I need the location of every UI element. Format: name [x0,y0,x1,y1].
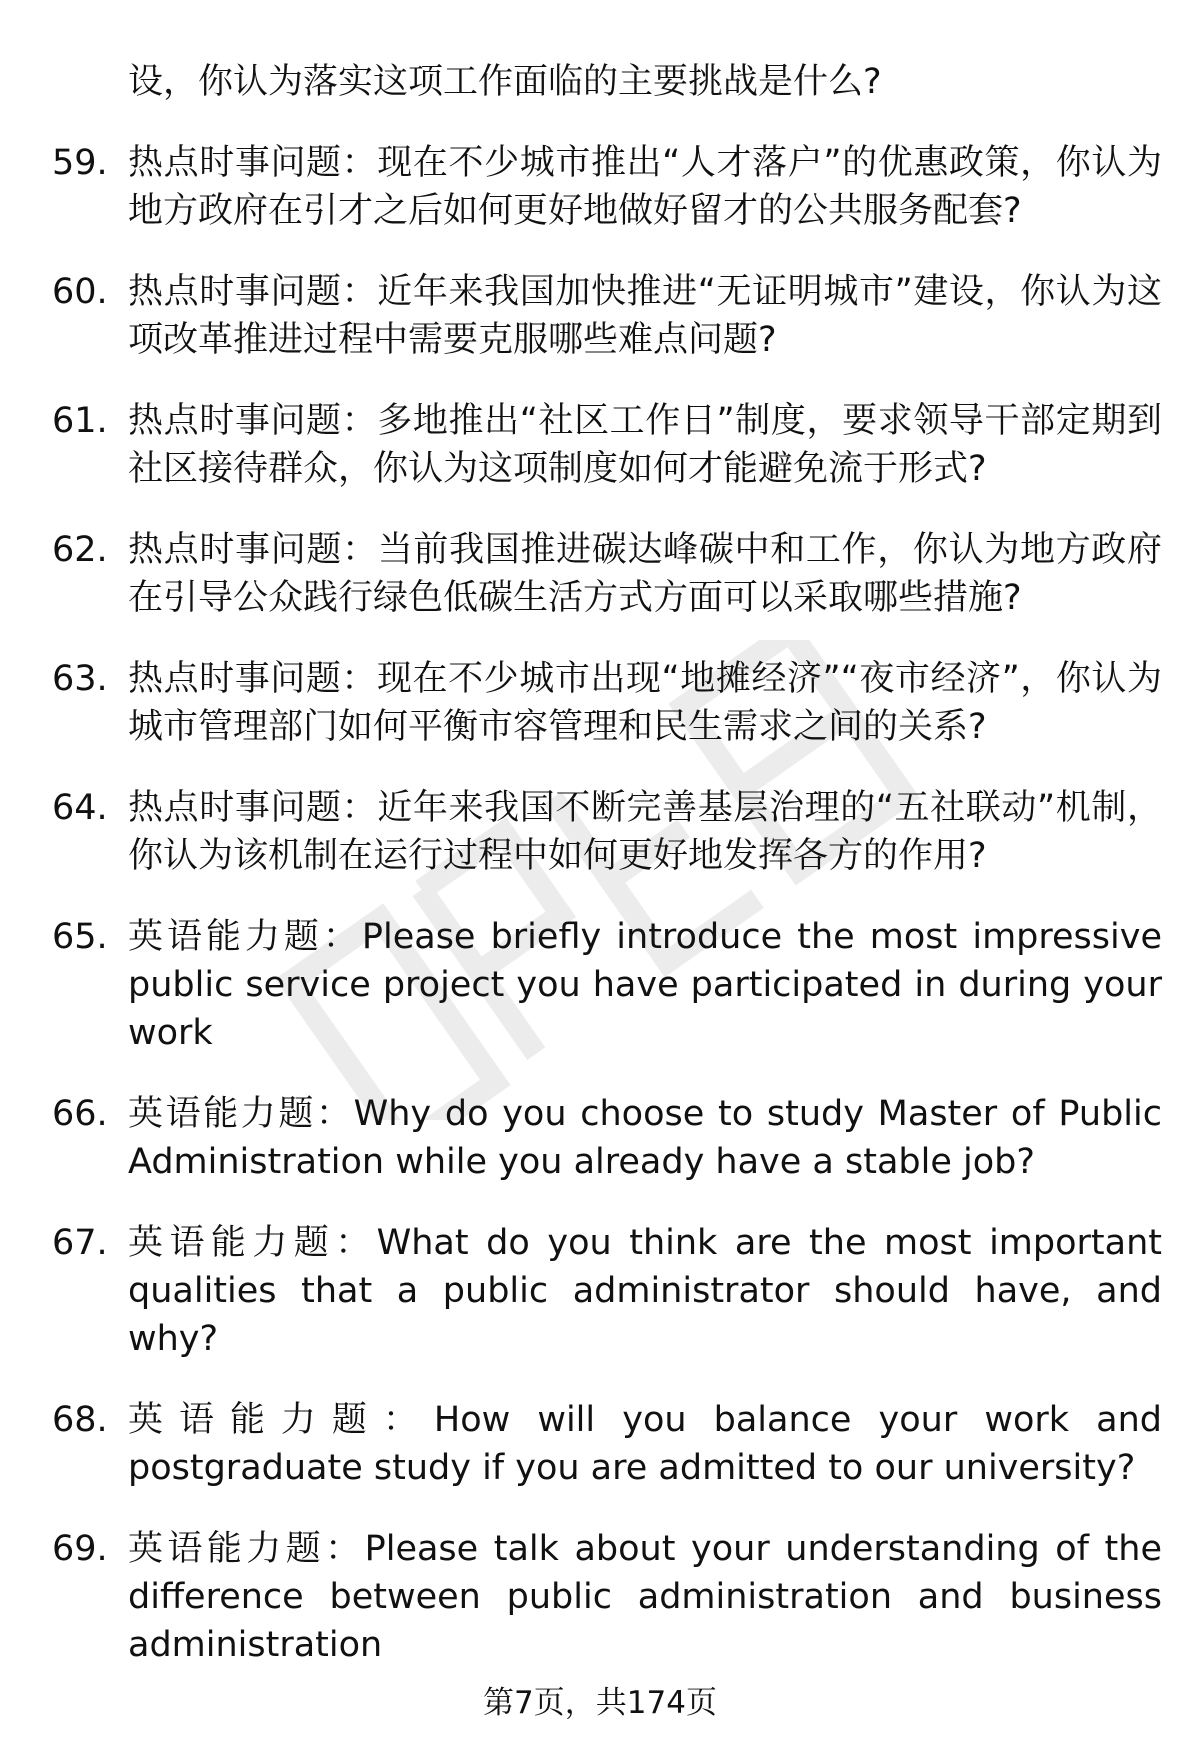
question-category: 热点时事问题： [128,788,378,828]
question-item-62 [52,526,1162,622]
question-item-69 [52,1525,1162,1669]
continuation-text: 设，你认为落实这项工作面临的主要挑战是什么? [128,62,882,102]
question-text: Please talk about your understanding of the difference between public administration and business administration [128,1529,1162,1665]
question-category: 热点时事问题： [128,143,378,183]
question-item-68 [52,1396,1162,1492]
question-text: How will you balance your work and postgraduate study if you are admitted to our university? [128,1400,1162,1488]
question-item-64 [52,784,1162,880]
question-text: What do you think are the most important qualities that a public administrator should have, and why? [128,1223,1162,1359]
question-item-59 [52,139,1162,235]
question-item-67 [52,1219,1162,1363]
question-text: Why do you choose to study Master of Public Administration while you already have a stable job? [128,1094,1162,1182]
question-category: 热点时事问题： [128,401,378,441]
question-number: 67. [52,1223,108,1263]
question-number: 59. [52,143,108,183]
document-body [52,58,1162,1702]
question-number: 64. [52,788,108,828]
question-number: 66. [52,1094,108,1134]
question-category: 英语能力题： [128,1529,365,1569]
question-item-65 [52,913,1162,1057]
question-text: 近年来我国不断完善基层治理的“五社联动”机制，你认为该机制在运行过程中如何更好地发挥各方的作用? [128,788,1162,876]
question-text: 现在不少城市推出“人才落户”的优惠政策，你认为地方政府在引才之后如何更好地做好留才的公共服务配套? [128,143,1162,231]
question-text: 现在不少城市出现“地摊经济”“夜市经济”，你认为城市管理部门如何平衡市容管理和民生需求之间的关系? [128,659,1162,747]
question-item-60 [52,268,1162,364]
question-category: 英语能力题： [128,1400,434,1440]
question-category: 英语能力题： [128,1223,377,1263]
question-category: 热点时事问题： [128,530,378,570]
question-number: 65. [52,917,108,957]
question-category: 热点时事问题： [128,659,377,699]
page-footer: 第7页，共174页 [483,1685,717,1721]
question-number: 63. [52,659,108,699]
question-category: 英语能力题： [128,1094,354,1134]
question-category: 热点时事问题： [128,272,378,312]
question-number: 62. [52,530,108,570]
question-number: 68. [52,1400,108,1440]
question-item-61 [52,397,1162,493]
question-item-66 [52,1090,1162,1186]
question-number: 60. [52,272,108,312]
question-text: 近年来我国加快推进“无证明城市”建设，你认为这项改革推进过程中需要克服哪些难点问题? [128,272,1162,360]
question-number: 69. [52,1529,108,1569]
question-number: 61. [52,401,108,441]
question-item-63 [52,655,1162,751]
question-category: 英语能力题： [128,917,362,957]
question-text: Please briefly introduce the most impressive public service project you have participated in during your work [128,917,1162,1053]
question-text: 多地推出“社区工作日”制度，要求领导干部定期到社区接待群众，你认为这项制度如何才能避免流于形式? [128,401,1162,489]
question-text: 当前我国推进碳达峰碳中和工作，你认为地方政府在引导公众践行绿色低碳生活方式方面可以采取哪些措施? [128,530,1162,618]
